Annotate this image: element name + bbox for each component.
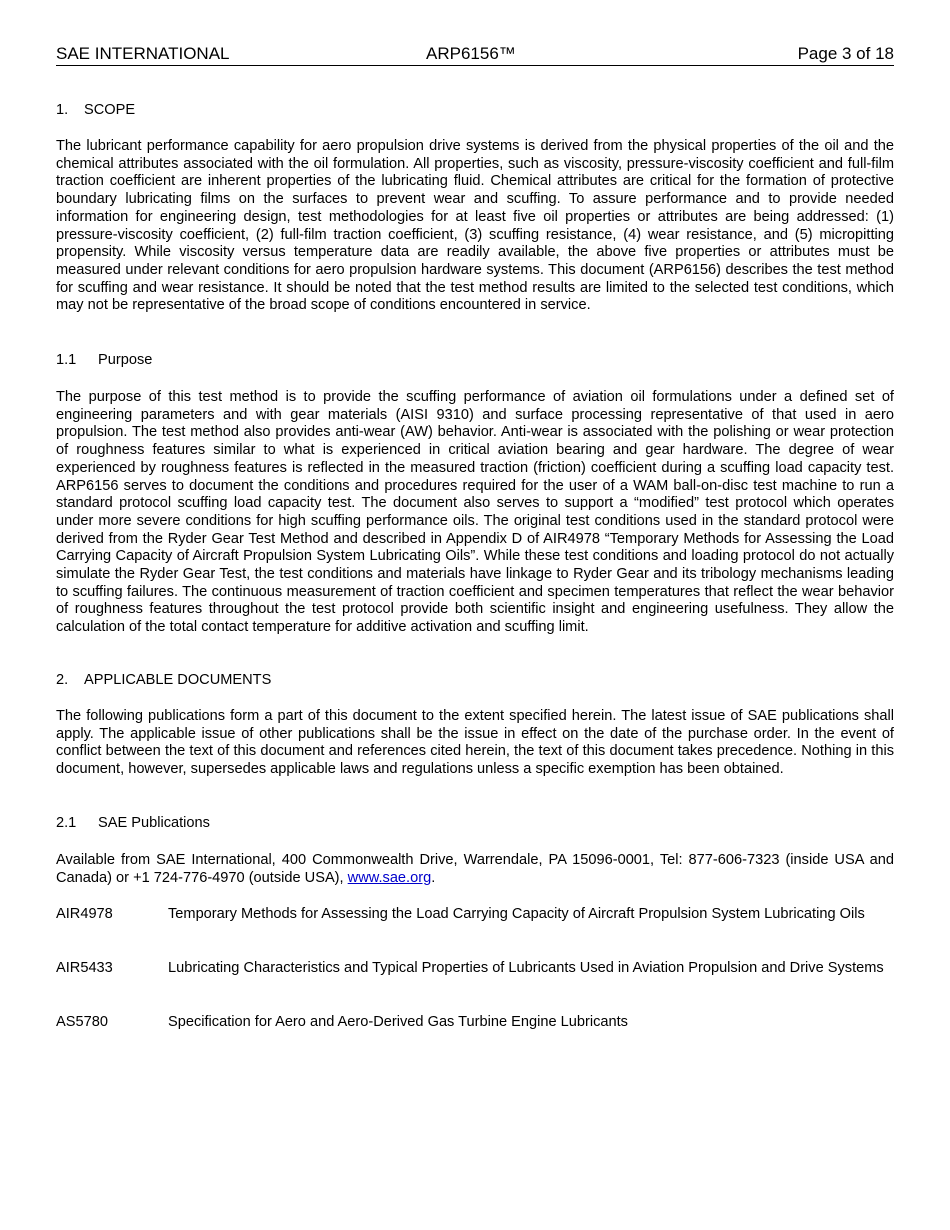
header-page-number: Page 3 of 18 <box>797 44 894 63</box>
document-list-item <box>56 960 894 996</box>
section-title: SCOPE <box>84 102 136 118</box>
section-number: 2. <box>56 672 69 688</box>
document-list-item <box>56 906 894 942</box>
availability-text-end: . <box>431 869 436 886</box>
document-id: AIR5433 <box>56 960 113 976</box>
sae-website-link[interactable]: www.sae.org <box>347 869 432 886</box>
section-1-heading <box>56 102 135 120</box>
section-2-heading <box>56 672 271 690</box>
document-title: Lubricating Characteristics and Typical Properties of Lubricants Used in Aviation Propulsion and Drive Systems <box>168 960 884 976</box>
document-title: Temporary Methods for Assessing the Load Carrying Capacity of Aircraft Propulsion System Lubricating Oils <box>168 906 865 922</box>
section-title: APPLICABLE DOCUMENTS <box>84 672 272 688</box>
document-id: AS5780 <box>56 1014 108 1030</box>
page-header <box>56 44 894 66</box>
section-1-paragraph: The lubricant performance capability for aero propulsion drive systems is derived from the physical properties of the oil and the chemical attributes associated with the oil formulation. All properties, such as viscosity, pressure-viscosity coefficient and full-film traction coefficient are inherent properties of the lubricating fluid. Chemical attributes are critical for the formation of protective boundary lubricating films on the surfaces to prevent wear and scuffing. To assure performance and to provide needed information for engineering design, test methodologies for at least five oil properties or attributes are being addressed: (1) pressure-viscosity coefficient, (2) full-film traction coefficient, (3) scuffing resistance, (4) wear resistance, and (5) micropitting propensity. While viscosity versus temperature data are readily available, the above five properties or attributes must be measured under relevant conditions for aero propulsion hardware systems. This document (ARP6156) describes the test method for scuffing and wear resistance. It should be noted that the test method results are limited to the selected test conditions, which may not be representative of the broad scope of conditions encountered in service. <box>56 138 894 314</box>
document-list-item <box>56 1014 894 1032</box>
section-1-1-paragraph: The purpose of this test method is to provide the scuffing performance of aviation oil formulations under a defined set of engineering parameters and with gear materials (AISI 9310) and surface processing representative of that used in aero propulsion. The test method also provides anti-wear (AW) behavior. Anti-wear is associated with the polishing or wear protection of roughness features similar to what is experienced in critical aviation bearing and gear hardware. The degree of wear experienced by roughness features is reflected in the measured traction (friction) coefficient during a scuffing load capacity test. ARP6156 serves to document the conditions and procedures required for the user of a WAM ball-on-disc test machine to run a standard protocol scuffing load capacity test. The document also serves to support a “modified” test protocol which operates under more severe conditions for high scuffing performance oils. The original test conditions used in the standard protocol were derived from the Ryder Gear Test Method and described in Appendix D of AIR4978 “Temporary Methods for Assessing the Load Carrying Capacity of Aircraft Propulsion System Lubricating Oils”. While these test conditions and loading protocol do not actually simulate the Ryder Gear Test, the test conditions and materials have linkage to Ryder Gear and its tribology mechanisms leading to scuffing failures. The continuous measurement of traction coefficient and specimen temperatures that reflect the wear behavior of roughness features throughout the test protocol provide both scientific insight and engineering usefulness. They allow the calculation of the total contact temperature for additive activation and scuffing limit. <box>56 389 894 636</box>
section-2-1-paragraph <box>56 852 894 887</box>
document-id: AIR4978 <box>56 906 113 922</box>
section-2-1-heading <box>56 815 210 833</box>
document-title: Specification for Aero and Aero-Derived Gas Turbine Engine Lubricants <box>168 1014 628 1030</box>
availability-text: Available from SAE International, 400 Commonwealth Drive, Warrendale, PA 15096-0001, Tel: 877-606-7323 (inside USA and Canada) or +1 724-776-4970 (outside USA), <box>56 852 894 886</box>
section-number: 1.1 <box>56 352 77 368</box>
section-title: SAE Publications <box>98 815 210 831</box>
section-1-1-heading <box>56 352 152 370</box>
header-organization: SAE INTERNATIONAL <box>56 44 230 63</box>
header-document-number: ARP6156™ <box>426 44 516 63</box>
section-number: 2.1 <box>56 815 77 831</box>
section-2-paragraph: The following publications form a part of this document to the extent specified herein. The latest issue of SAE publications shall apply. The applicable issue of other publications shall be the issue in effect on the date of the purchase order. In the event of conflict between the text of this document and references cited herein, the text of this document takes precedence. Nothing in this document, however, supersedes applicable laws and regulations unless a specific exemption has been obtained. <box>56 708 894 778</box>
section-title: Purpose <box>98 352 153 368</box>
section-number: 1. <box>56 102 69 118</box>
